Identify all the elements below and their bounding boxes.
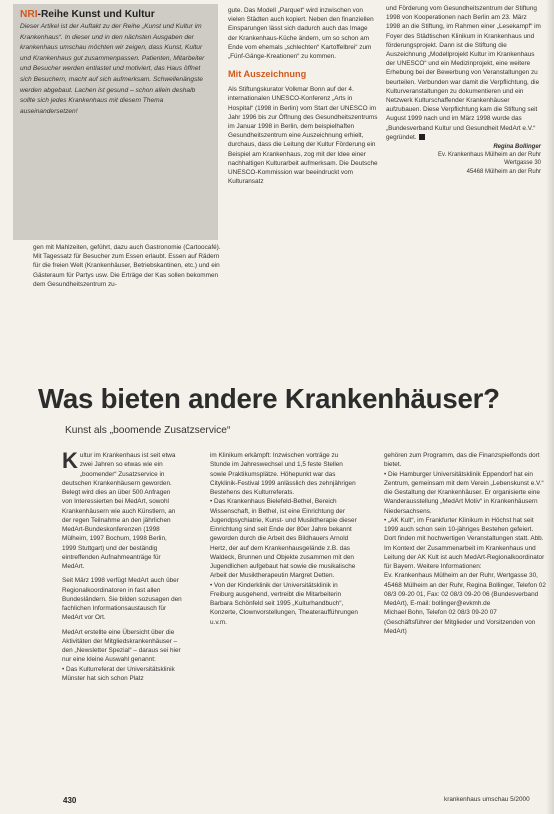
bottom-col2-para-1: im Klinikum erkämpft: Inzwischen vorträge zu Stunde im Jahreswechsel und 1,5 feste Stellen sowie Praktikumsplätze. Höhepunkt war das Cityklinik-Festival 1999 anlässlich des zehnjährigen Bestehens des Kulturreferats.	[210, 452, 356, 496]
top-col2-text: gute. Das Modell „Parquet“ wird inzwischen von vielen Städten auch kopiert. Neben den finanziellen Einsparungen lässt sich dadurch auch das Image der Krankenhaus-Küche ändern, um so schon am Ende vom ehemals „schlechten“ Kartoffelbrei“ zum „Fünf-Gänge-Kreationen“ zu kommen.	[228, 7, 374, 61]
article-headline: Was bieten andere Krankenhäuser?	[38, 383, 500, 414]
section-heading-auszeichnung: Mit Auszeichnung	[228, 69, 307, 80]
bottom-col1-para-4: • Das Kulturreferat der Universitätsklinik Münster hat sich schon Platz	[62, 665, 175, 682]
top-col1-text: gen mit Mahlzeiten, geführt, dazu auch Gastronomie (Cartoocafé). Mit Tagessatz für Besucher zum Essen erlaubt. Essen auf Rädern für die freien Welt (Krankenhäuser, Betriebskantinen, etc.) und ein Gästeraum für Partys usw. Die Erträge der Kas sollen bekommen dem Gesundheitszentrum zu-	[33, 244, 221, 288]
bottom-col3-contact: Ev. Krankenhaus Mülheim an der Ruhr, Wertgasse 30, 45468 Mülheim an der Ruhr, Regina Bollinger, Telefon 02 08/3 09-20 01, Fax: 02 08/3 09-20 06 (Bundesverband MedArt), E-mail: bollinger@evkmh.de	[384, 572, 546, 607]
series-info-box	[13, 4, 218, 240]
bottom-col1-para-2: Seit März 1998 verfügt MedArt auch über Regionalkoordinatoren in fast allen Bundesländern. Sie bilden sozusagen den fachlichen Informationsaustausch für MedArt vor Ort.	[62, 577, 182, 622]
author-byline	[386, 143, 541, 176]
top-column-2	[228, 6, 378, 186]
top-column-1	[33, 243, 221, 289]
end-of-article-mark	[419, 134, 425, 140]
series-brand: NRI	[20, 9, 38, 20]
bottom-col2-para-3: • Von der Kinderklinik der Universitätsklinik in Freiburg ausgehend, vertreibt die Mitarbeiterin Barbara Schönfeld seit 1995 „Kulturhandbuch“, Konzerte, Clownvorstellungen, Theateraufführungen u.v.m.	[210, 581, 358, 626]
author-street: Wertgasse 30	[504, 160, 541, 167]
bottom-col3-para-3: • „AK Kult“, im Frankfurter Klinikum in Höchst hat seit 1999 auch schon sein 10-jähriges Bestehen gefeiert. Dort finden mit hochwertigen Veranstaltungen statt. Abb. Im Kontext der Zusammenarbeit im Krankenhaus und Leitung der AK Kult ist auch MedArt-Regionalkoordinator für Bayern. Weitere Informationen:	[384, 516, 545, 570]
bottom-column-2	[210, 451, 360, 627]
bottom-column-3	[384, 451, 546, 636]
magazine-name: krankenhaus umschau 5/2000	[444, 796, 530, 803]
bottom-col1-lead-text: ultur im Krankenhaus ist seit etwa zwei Jahren so etwas wie ein „boomender“ Zusatzservice in deutschen Krankenhäusern geworden. Belegt wird dies an über 500 Anfragen von Interessierten bei MedArt, sowohl Krankenhäusern wie auch Künstlern, an der regen Teilnahme an den jährlichen MedArt-Bundeskonferenzen (1998 Mülheim, 1997 Bochum, 1998 Berlin, 1999 Stuttgart) und der beständig eintreffenden Aufnahmeanträge für MedArt.	[62, 452, 176, 570]
bottom-col3-para-2: • Die Hamburger Universitätsklinik Eppendorf hat ein Zentrum, gemeinsam mit dem Verein „Lebenskunst e.V.“ die Gestaltung der Krankenhäuser. Er organisierte eine Wanderausstellung „MedArt Motiv“ in Krankenhäusern Niedersachsens.	[384, 470, 544, 515]
bottom-column-1	[62, 448, 182, 683]
author-name: Regina Bollinger	[493, 144, 541, 151]
top-column-3	[386, 4, 541, 176]
bottom-col2-para-2: • Das Krankenhaus Bielefeld-Bethel, Bereich Wissenschaft, in Bethel, ist eine Einrichtung der Jugendpsychiatrie, Kunst- und Musiktherapie dieser Einrichtung sind seit Ende der 80er Jahre bekannt geworden durch die Arbeit des Bildhauers Arnold Hertz, der auf dem Krankenhausgelände z.B. das Waldeck, Brunnen und Objekte zusammen mit den Jugendlichen aufgebaut hat sowie die musikalische Arbeit der Musiktherapeutin Margret Detten.	[210, 498, 357, 580]
author-affiliation: Ev. Krankenhaus Mülheim an der Ruhr	[438, 152, 541, 159]
page-edge-shadow	[546, 0, 554, 814]
article-subheadline: Kunst als „boomende Zusatzservice“	[65, 425, 231, 436]
bottom-col1-para-3: MedArt erstellte eine Übersicht über die Aktivitäten der Mitgliedskrankenhäuser – den „Newsletter Spezial“ – daraus sei hier nur eine kleine Auswahl genannt:	[62, 628, 181, 664]
bottom-col3-para-1: gehören zum Programm, das die Finanzspielfonds dort bietet.	[384, 452, 540, 469]
series-description: Dieser Artikel ist der Auftakt zu der Reihe „Kunst und Kultur im Krankenhaus“. In dieser und in den nächsten Ausgaben der krankenhaus umschau möchten wir zeigen, dass Kunst, Kultur und Krankenhaus gut zusammenpassen. Patienten, Mitarbeiter und Besucher werden entlastet und motiviert, das Haus öffnet sich Besuchern, macht auf sich aufmerksam. Schwellenängste werden abgebaut. Lachen ist gesund – schon allein deshalb sollte sich jedes Krankenhaus mit diesem Thema auseinandersetzen!	[20, 23, 205, 115]
top-col2-text-2: Als Stiftungskurator Volkmar Bonn auf der 4. internationalen UNESCO-Konferenz „Arts in Hospital“ (1998 in Berlin) vom Start der UNESCO im Jahr 1996 bis zur Öffnung des Gesundheitszentrums im Januar 1998 in Berlin, dem beispielhaften Gesundheitszentrum eine Auszeichnung erhielt, durchaus, dass die Leitung der Kultur Förderung ein Beispiel am Krankenhaus, zog mit der Idee einer nachhaltigen Kulturarbeit aufmerksam. Die Deutsche UNESCO-Kommission war beeindruckt vom Kulturansatz	[228, 86, 378, 186]
series-title	[20, 9, 211, 21]
top-col3-body: und Förderung vom Gesundheitszentrum der Stiftung 1998 von Kooperationen nach Berlin am 23. März 1998 an die Stiftung, im Rahmen einer „Lesekampf“ im Foyer des Städtischen Klinikum in Krankenhaus und förderungsprojekt. Dann ist die Stiftung die Auszeichnung „Modellprojekt Kultur im Krankenhaus der UNESCO“ und ein Medizinprojekt, eine weitere Erhebung bei der Bewerbung von Veranstaltungen zu beurteilen. Verbunden war damit die Verpflichtung, die Kulturveranstaltungen zu dokumentieren und ein Netzwerk Kulturschaffender Krankenhäuser aufzubauen. Diese Verpflichtung kam die Stiftung seit August 1999 nach und im März 1998 wurde das „Bundesverband Kultur und Gesundheit MedArt e.V.“ gegründet.	[386, 5, 541, 141]
drop-cap: K	[62, 448, 78, 473]
series-title-rest: -Reihe Kunst und Kultur	[37, 9, 155, 20]
top-col3-text	[386, 4, 541, 142]
bottom-col1-lead	[62, 448, 182, 571]
page-number: 430	[63, 796, 77, 805]
bottom-col3-contact-2: Michael Bohn, Telefon 02 08/3 09-20 07 (Geschäftsführer der Mitglieder und Vorsitzenden von MedArt)	[384, 609, 536, 635]
author-city: 45468 Mülheim an der Ruhr	[466, 168, 541, 175]
